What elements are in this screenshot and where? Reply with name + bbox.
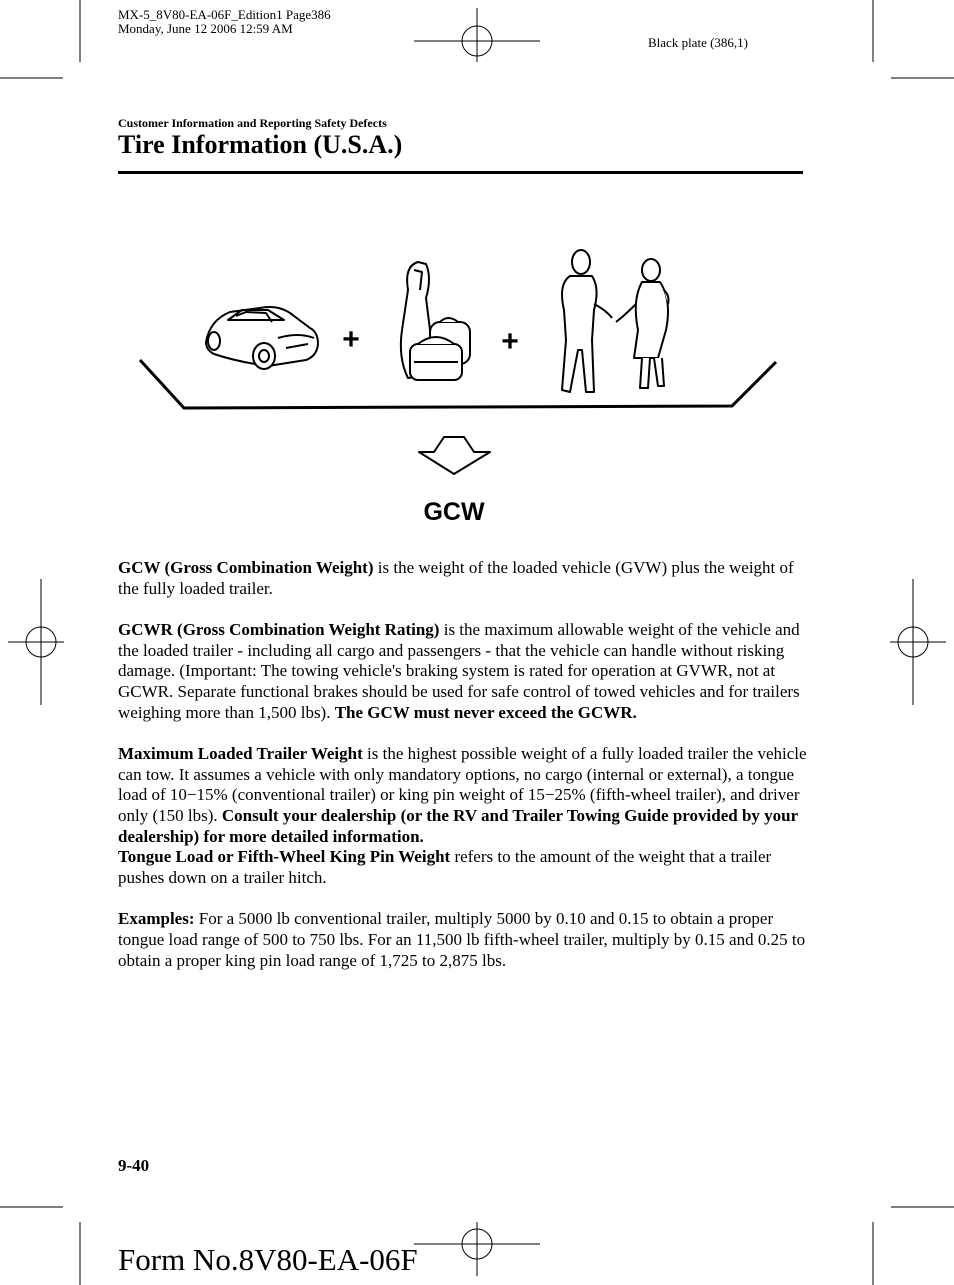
term-gcw: GCW (Gross Combination Weight)	[118, 558, 374, 577]
paragraph-text: refers to the amount of the weight that a trailer pushes down on a trailer hitch.	[118, 847, 772, 888]
plus-sign-2: +	[501, 325, 519, 358]
passengers-icon	[562, 250, 669, 392]
section-header: Customer Information and Reporting Safety Defects	[118, 116, 387, 130]
paragraph-text: is the maximum allowable weight of the vehicle and the loaded trailer - including all cargo and passengers - that the vehicle can handle without risking damage. (Important: The towing vehicle's braking system is rated for operation at GVWR, not at GCWR. Separate functional brakes should be used for safe control of towed vehicles and for trailers weighing more than 1,500 lbs).	[118, 619, 800, 722]
gcw-illustration	[118, 230, 803, 540]
page-title: Tire Information (U.S.A.)	[118, 130, 403, 159]
paragraph-text: is the highest possible weight of a fully loaded trailer the vehicle can tow. It assumes a vehicle with only mandatory options, no cargo (internal or external), a tongue load of 10−15% (conventional trailer) or king pin weight of 15−25% (fifth-wheel trailer), and driver only (150 lbs).	[118, 743, 807, 826]
gcw-label: GCW	[423, 498, 485, 526]
registration-mark-top	[414, 8, 540, 62]
term-examples: Examples:	[118, 909, 195, 929]
slug-line-2: Monday, June 12 2006 12:59 AM	[118, 21, 293, 36]
term-tongue-load: Tongue Load or Fifth-Wheel King Pin Weight	[118, 847, 451, 867]
paragraph-examples	[118, 909, 808, 971]
body-text	[118, 558, 808, 992]
registration-mark-bottom	[414, 1222, 540, 1276]
form-number: Form No.8V80-EA-06F	[118, 1242, 418, 1277]
down-arrow-icon	[419, 437, 490, 474]
slug-line-1: MX-5_8V80-EA-06F_Edition1 Page386	[118, 7, 331, 22]
title-rule	[118, 171, 803, 174]
paragraph-gcwr	[118, 620, 808, 724]
paragraph-max-trailer-weight	[118, 744, 808, 889]
registration-mark-right	[890, 579, 946, 705]
paragraph-text: For a 5000 lb conventional trailer, multiply 5000 by 0.10 and 0.15 to obtain a proper tongue load range of 500 to 750 lbs. For an 11,500 lb fifth-wheel trailer, multiply by 0.15 and 0.25 to obtain a proper king pin load range of 1,725 to 2,875 lbs.	[118, 909, 806, 970]
luggage-icon	[401, 262, 470, 380]
paragraph-text: is the weight of the loaded vehicle (GVW) plus the weight of the fully loaded trailer.	[118, 558, 794, 598]
car-icon	[206, 307, 318, 369]
term-max-trailer-weight: Maximum Loaded Trailer Weight	[118, 743, 363, 763]
term-gcwr: GCWR (Gross Combination Weight Rating)	[118, 619, 440, 639]
print-slug	[118, 8, 331, 36]
registration-mark-left	[8, 579, 64, 705]
plus-sign-1: +	[342, 323, 360, 356]
gcwr-warning: The GCW must never exceed the GCWR.	[334, 702, 637, 722]
paragraph-gcw	[118, 558, 808, 599]
dealership-note: Consult your dealership (or the RV and Trailer Towing Guide provided by your dealership) for more detailed information.	[118, 806, 798, 846]
page-number: 9-40	[118, 1156, 150, 1175]
plate-label: Black plate (386,1)	[648, 35, 748, 50]
